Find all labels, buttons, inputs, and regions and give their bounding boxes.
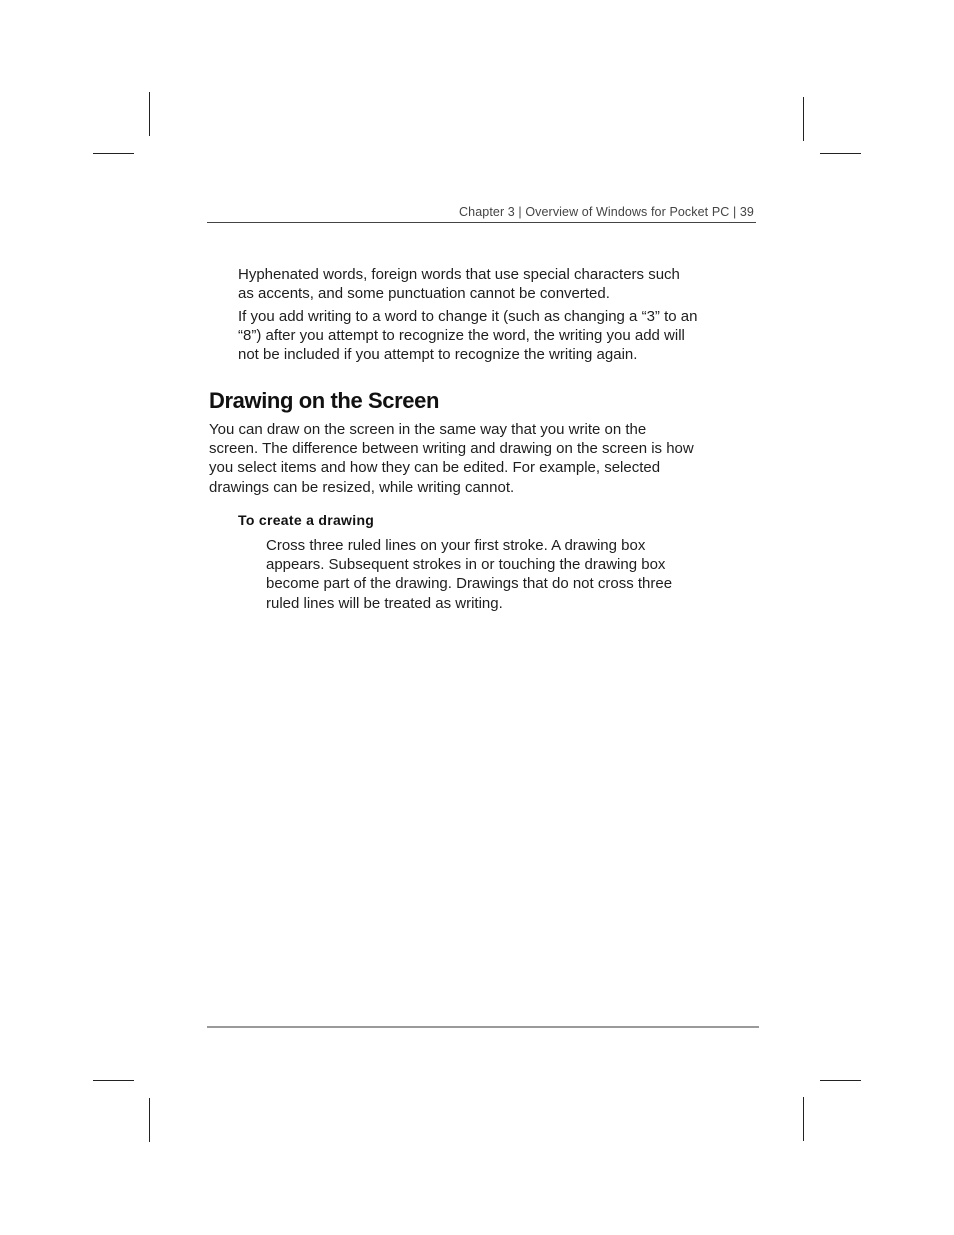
crop-mark-top-left-horizontal [93,153,134,154]
running-head: Chapter 3 | Overview of Windows for Pocket PC | 39 [459,205,754,219]
crop-mark-top-right-vertical [803,97,804,141]
crop-mark-top-left-vertical [149,92,150,136]
crop-mark-bottom-right-horizontal [820,1080,861,1081]
procedure-title: To create a drawing [238,512,375,528]
paragraph-drawing-intro: You can draw on the screen in the same way that you write on the screen. The difference between writing and drawing on the screen is how you select items and how they can be edited. For example, selected drawings can be resized, while writing cannot. [209,421,694,496]
header-rule [207,222,756,223]
section-title: Drawing on the Screen [209,388,439,413]
crop-mark-bottom-right-vertical [803,1097,804,1141]
crop-mark-bottom-left-horizontal [93,1080,134,1081]
crop-mark-bottom-left-vertical [149,1098,150,1142]
paragraph-add-writing: If you add writing to a word to change it (such as changing a “3” to an “8”) after you attempt to recognize the word, the writing you add will not be included if you attempt to recognize the writing again. [238,308,698,364]
footer-rule [207,1026,759,1028]
paragraph-hyphenated-words: Hyphenated words, foreign words that use special characters such as accents, and some punctuation cannot be converted. [238,266,680,303]
procedure-step: Cross three ruled lines on your first stroke. A drawing box appears. Subsequent strokes in or touching the drawing box become part of the drawing. Drawings that do not cross three ruled lines will be treated as writing. [266,537,673,612]
crop-mark-top-right-horizontal [820,153,861,154]
